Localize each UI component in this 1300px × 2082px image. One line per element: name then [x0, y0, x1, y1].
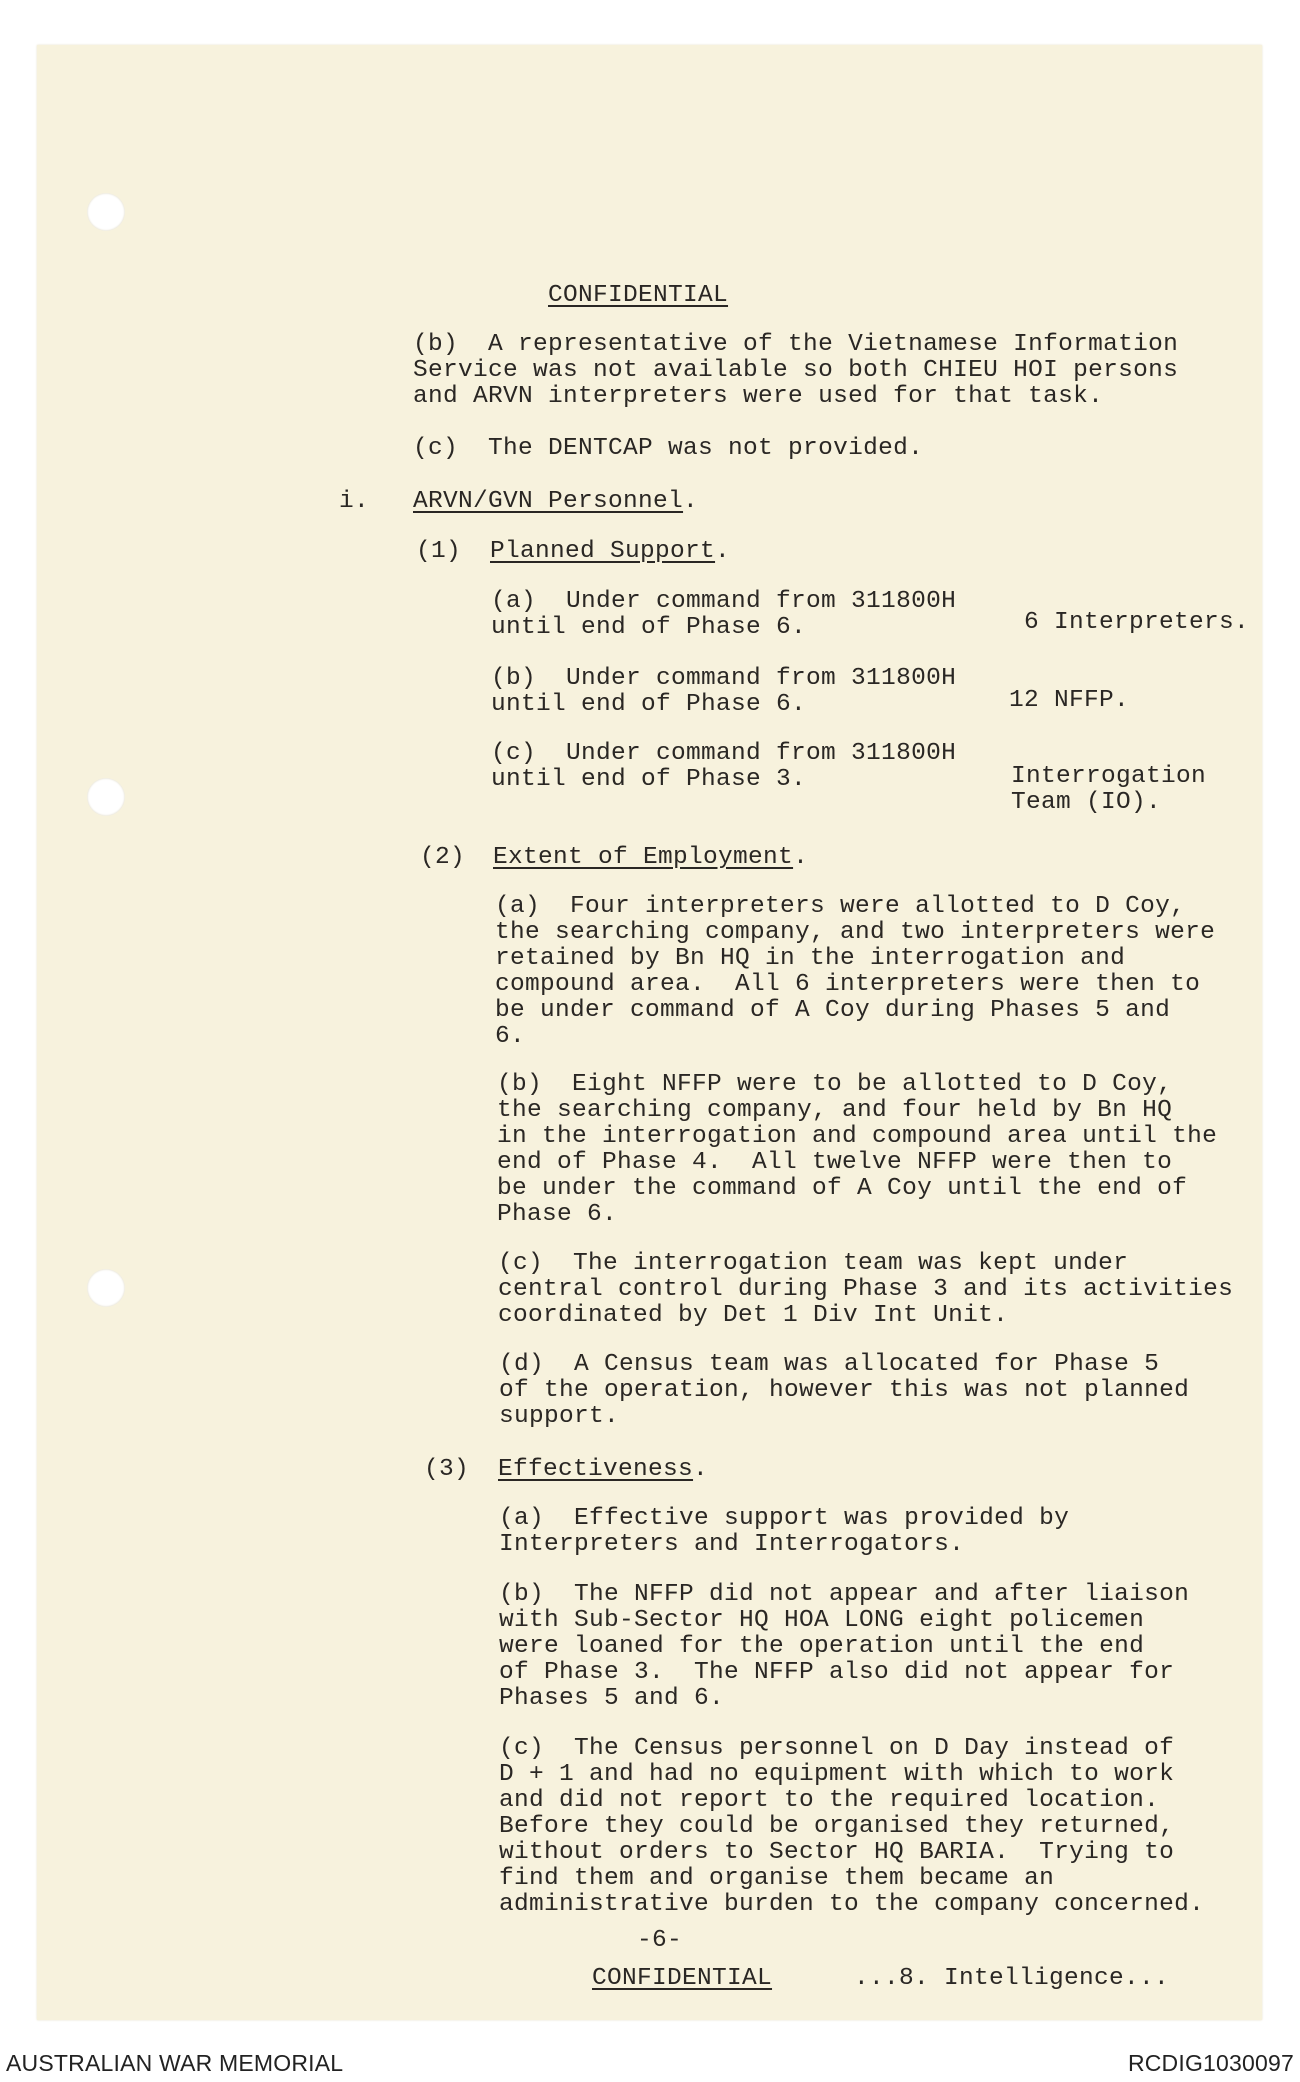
- text-line: of Phase 3. The NFFP also did not appear for: [499, 1659, 1175, 1686]
- text-line: (a) Under command from 311800H: [491, 588, 957, 615]
- text-line: (b) Under command from 311800H: [491, 665, 957, 692]
- extent-title: [493, 845, 808, 871]
- text-line: (b) A representative of the Vietnamese Information: [413, 331, 1179, 358]
- effectiveness-para-b: [499, 1582, 1189, 1712]
- period: .: [683, 488, 699, 515]
- text-line: D + 1 and had no equipment with which to work: [499, 1761, 1175, 1788]
- planned-title: [490, 539, 730, 565]
- period: .: [693, 1456, 709, 1483]
- text-line: be under command of A Coy during Phases 5 and: [495, 997, 1171, 1024]
- page-number: -6-: [637, 1927, 683, 1954]
- text-line: find them and organise them became an: [499, 1865, 1055, 1892]
- text-line: 6.: [495, 1023, 526, 1050]
- punch-hole: [87, 193, 125, 231]
- text-line: the searching company, and two interpreters were: [495, 919, 1216, 946]
- text-line: 6 Interpreters.: [1024, 609, 1250, 636]
- text-line: be under the command of A Coy until the end of: [497, 1175, 1188, 1202]
- text-line: end of Phase 4. All twelve NFFP were then to: [497, 1149, 1173, 1176]
- effectiveness-para-c: [499, 1736, 1204, 1918]
- section-number: i.: [339, 488, 370, 515]
- text-line: support.: [499, 1403, 620, 1430]
- intro-para-b: [413, 332, 1178, 410]
- text-line: and did not report to the required location.: [499, 1787, 1160, 1814]
- text-line: Team (IO).: [1011, 789, 1162, 816]
- text-line: of the operation, however this was not planned: [499, 1377, 1190, 1404]
- text-line: until end of Phase 6.: [491, 691, 807, 718]
- archive-institution: AUSTRALIAN WAR MEMORIAL: [6, 2050, 344, 2076]
- header-classification: CONFIDENTIAL: [548, 282, 729, 309]
- planned-item-b: [491, 666, 956, 718]
- planned-item-a-resource: [1024, 610, 1249, 636]
- text-line: until end of Phase 6.: [491, 614, 807, 641]
- intro-para-c: (c) The DENTCAP was not provided.: [413, 435, 924, 462]
- text-line: without orders to Sector HQ BARIA. Trying to: [499, 1839, 1175, 1866]
- punch-hole: [87, 778, 125, 816]
- archive-id: RCDIG1030097: [1127, 2050, 1294, 2076]
- planned-item-c-resource: [1011, 764, 1206, 816]
- effectiveness-number: (3): [424, 1456, 470, 1483]
- section-title: [413, 489, 698, 515]
- period: .: [793, 844, 809, 871]
- text-line: Phase 6.: [497, 1201, 618, 1228]
- text-line: compound area. All 6 interpreters were then to: [495, 971, 1201, 998]
- effectiveness-para-a: [499, 1506, 1069, 1558]
- text-line: (b) Eight NFFP were to be allotted to D Coy,: [497, 1071, 1173, 1098]
- text-line: Before they could be organised they returned,: [499, 1813, 1175, 1840]
- extent-para-a: [495, 894, 1215, 1050]
- text-line: with Sub-Sector HQ HOA LONG eight policemen: [499, 1607, 1145, 1634]
- extent-para-b: [497, 1072, 1217, 1228]
- text-line: Interrogation: [1011, 763, 1207, 790]
- section-title-text: ARVN/GVN Personnel: [413, 488, 684, 515]
- footer-classification: CONFIDENTIAL: [592, 1965, 773, 1992]
- punch-hole: [87, 1269, 125, 1307]
- text-line: 12 NFFP.: [1009, 687, 1130, 714]
- text-line: (a) Four interpreters were allotted to D Coy,: [495, 893, 1186, 920]
- text-line: Interpreters and Interrogators.: [499, 1531, 965, 1558]
- text-line: central control during Phase 3 and its activities: [498, 1276, 1234, 1303]
- text-line: retained by Bn HQ in the interrogation and: [495, 945, 1126, 972]
- planned-item-b-resource: [1009, 688, 1129, 714]
- text-line: the searching company, and four held by Bn HQ: [497, 1097, 1173, 1124]
- planned-item-c: [491, 741, 956, 793]
- period: .: [715, 538, 731, 565]
- text-line: and ARVN interpreters were used for that task.: [413, 383, 1104, 410]
- text-line: (a) Effective support was provided by: [499, 1505, 1070, 1532]
- text-line: until end of Phase 3.: [491, 766, 807, 793]
- text-line: (c) The Census personnel on D Day instead of: [499, 1735, 1175, 1762]
- text-line: (d) A Census team was allocated for Phase 5: [499, 1351, 1160, 1378]
- extent-title-text: Extent of Employment: [493, 844, 794, 871]
- planned-number: (1): [416, 538, 462, 565]
- planned-title-text: Planned Support: [490, 538, 716, 565]
- extent-para-d: [499, 1352, 1189, 1430]
- text-line: coordinated by Det 1 Div Int Unit.: [498, 1302, 1009, 1329]
- effectiveness-title: [498, 1457, 708, 1483]
- text-line: (b) The NFFP did not appear and after liaison: [499, 1581, 1190, 1608]
- text-line: (c) The interrogation team was kept under: [498, 1250, 1129, 1277]
- extent-para-c: [498, 1251, 1233, 1329]
- text-line: Phases 5 and 6.: [499, 1685, 725, 1712]
- extent-number: (2): [420, 844, 466, 871]
- text-line: (c) Under command from 311800H: [491, 740, 957, 767]
- effectiveness-title-text: Effectiveness: [498, 1456, 694, 1483]
- text-line: were loaned for the operation until the end: [499, 1633, 1145, 1660]
- planned-item-a: [491, 589, 956, 641]
- text-line: administrative burden to the company concerned.: [499, 1891, 1205, 1918]
- continuation-note: ...8. Intelligence...: [854, 1965, 1170, 1992]
- text-line: in the interrogation and compound area until the: [497, 1123, 1218, 1150]
- text-line: Service was not available so both CHIEU HOI persons: [413, 357, 1179, 384]
